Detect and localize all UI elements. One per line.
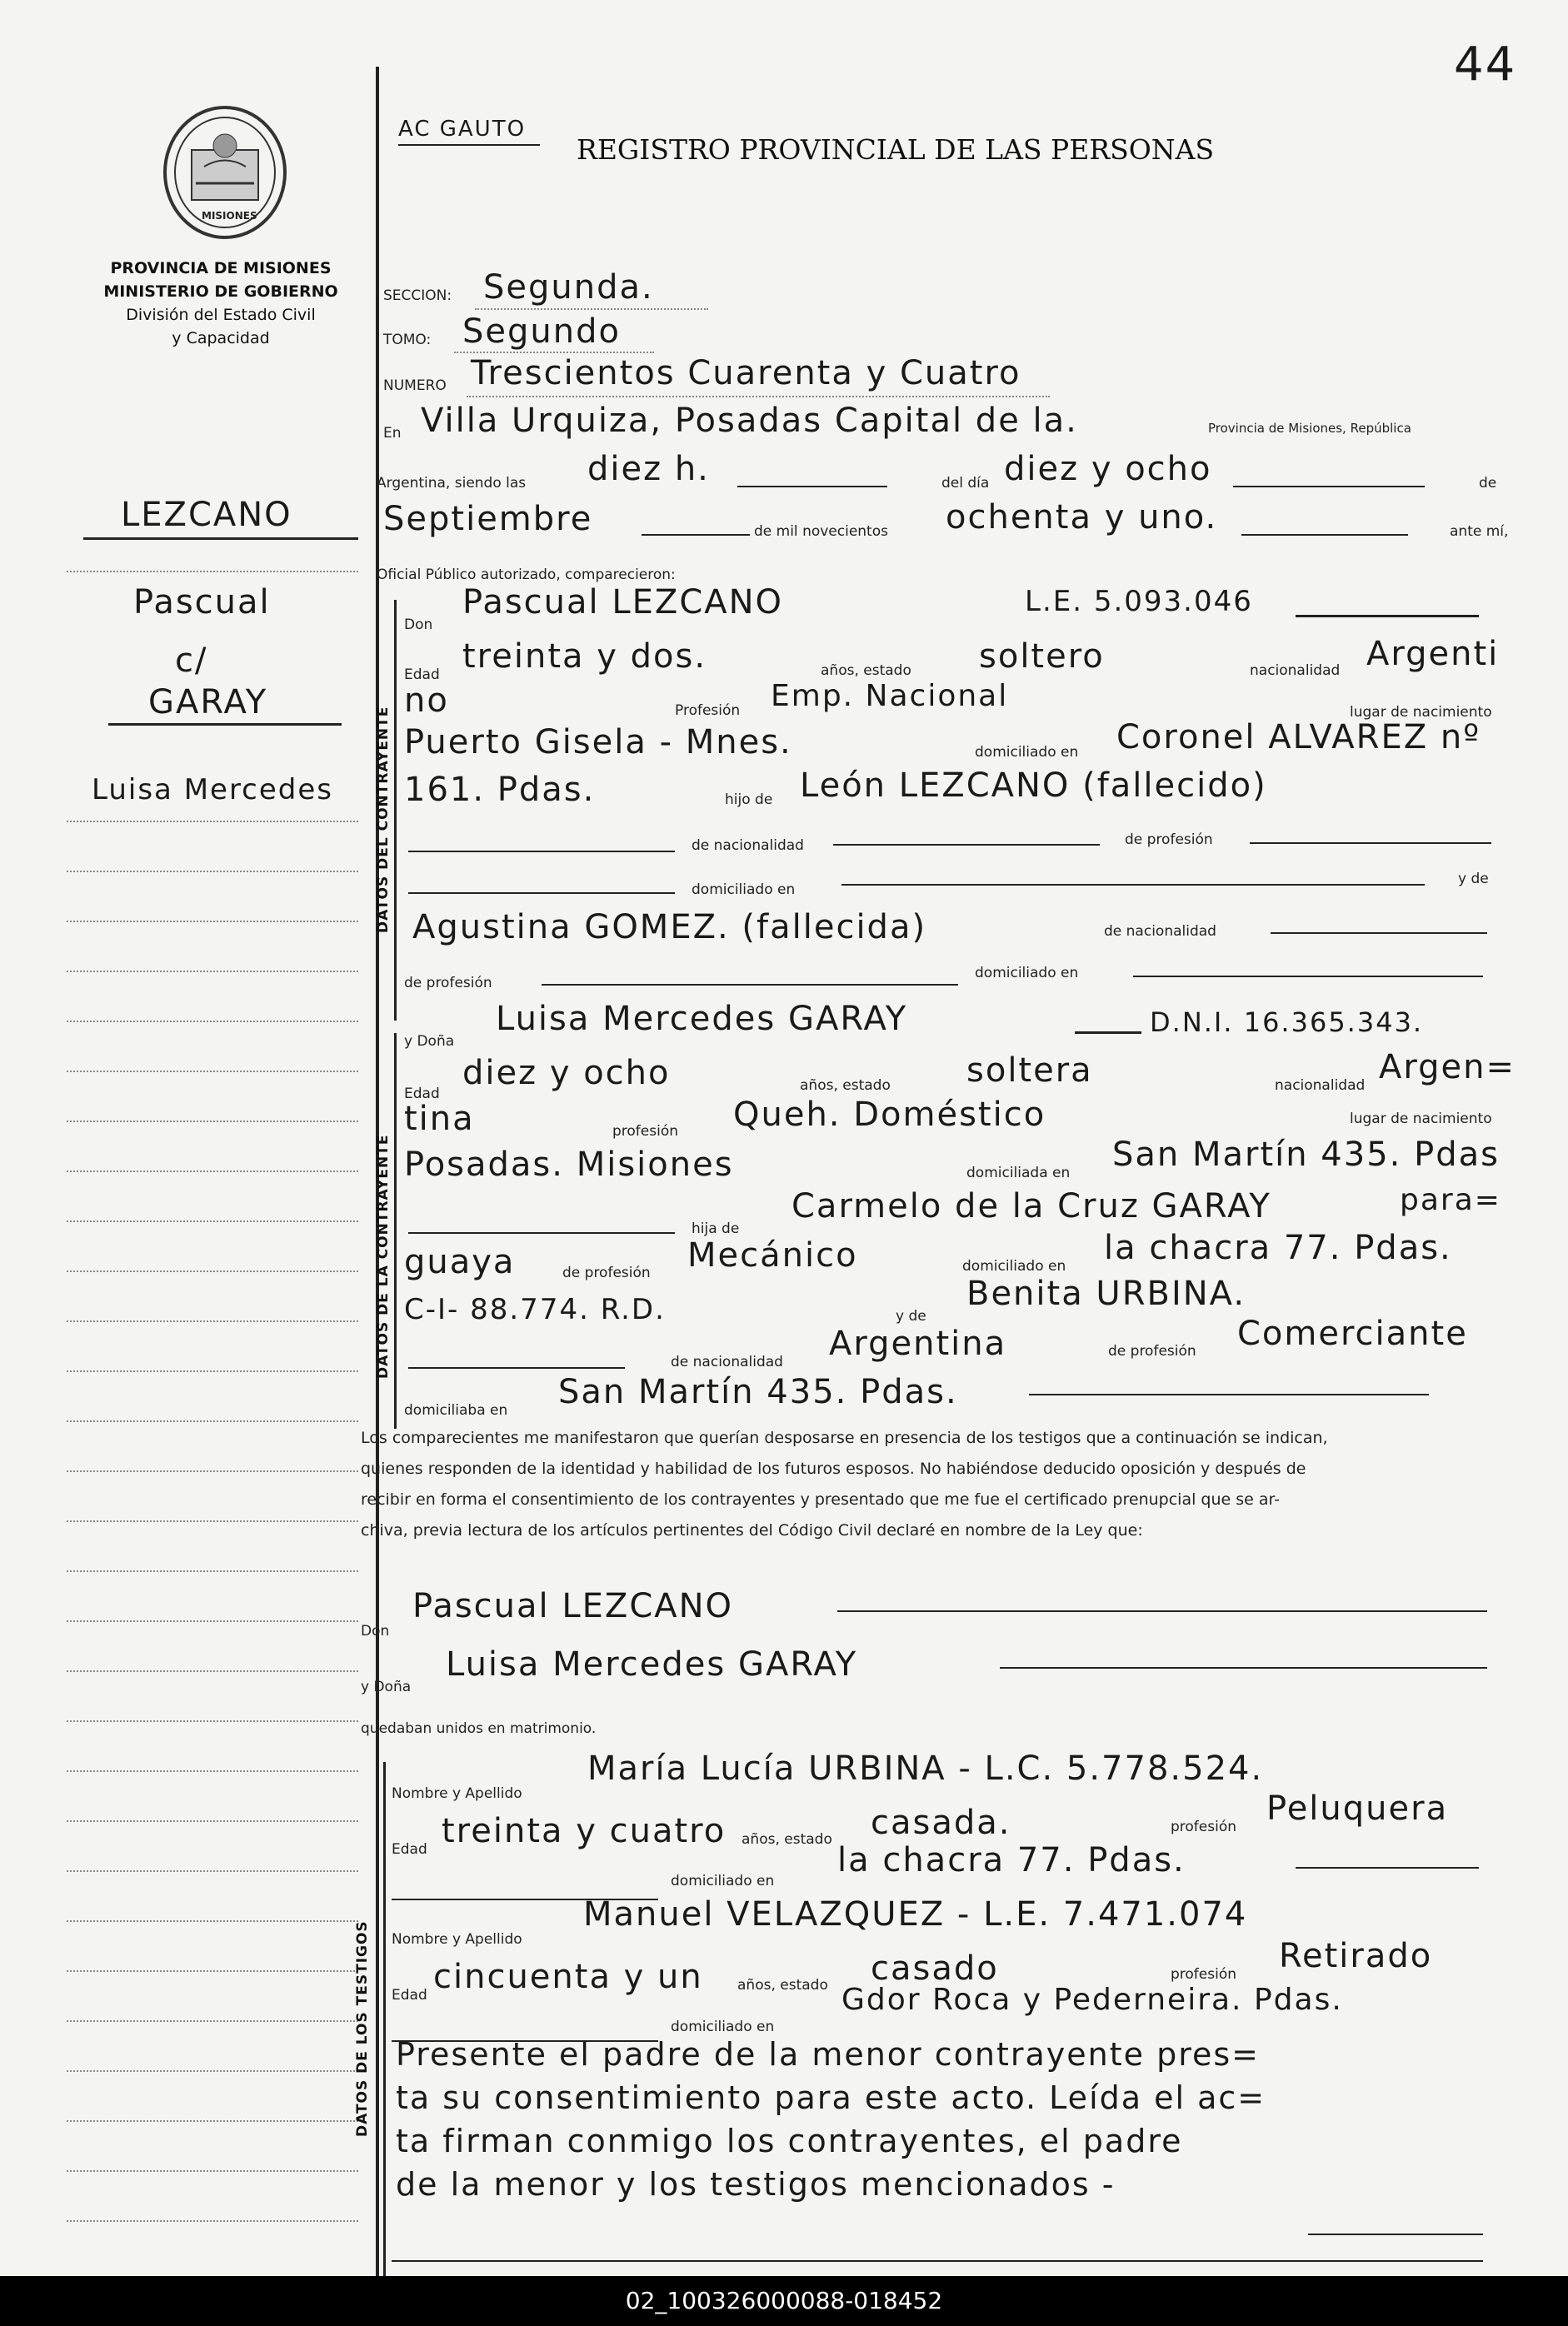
legal-text-line: recibir en forma el consentimiento de los contrayentes y presentado que me fue el certificado prenupcial que se ar- [361,1490,1280,1509]
witness-section-label: DATOS DE LOS TESTIGOS [354,1920,371,2137]
groom-age: treinta y dos. [462,637,707,676]
witness-1-prof: Peluquera [1266,1789,1449,1828]
witness-2-dom: Gdor Roca y Pederneira. Pdas. [841,1983,1343,2017]
groom-section-label: DATOS DEL CONTRAYENTE [375,706,392,933]
profesion-label: Profesión [675,702,741,719]
margin-connector: c/ [175,641,208,680]
bride-nac-1: Argen= [1379,1048,1516,1086]
margin-dotted-line [67,2120,358,2122]
anos-estado-label-4: años, estado [737,1977,828,1994]
lugar-value: Villa Urquiza, Posadas Capital de la. [421,402,1078,440]
closing-text-line: de la menor y los testigos mencionados - [396,2166,1116,2203]
edad-label-2: Edad [404,1086,440,1102]
y-dona-label: y Doña [404,1033,455,1050]
domiciliado-label-6: domiciliado en [671,2019,775,2035]
nombre-apellido-label-2: Nombre y Apellido [392,1931,522,1948]
margin-groom: Pascual [133,583,271,621]
hija-de-label: hija de [692,1220,740,1237]
don-label: Don [404,616,433,633]
margin-dotted-line [67,1820,358,1822]
margin-bride-surname-underline [108,723,342,726]
domiciliado-label-2: domiciliado en [692,881,796,898]
witness-1-dom: la chacra 77. Pdas. [837,1841,1186,1879]
fill-line [837,1610,1487,1612]
fill-line [1296,1866,1479,1869]
fill-line [542,983,958,986]
margin-dotted-line [67,821,358,822]
bride-name: Luisa Mercedes GARAY [496,1000,908,1038]
margin-dotted-line [67,971,358,972]
fill-line [1271,931,1487,934]
margin-dotted-line [67,2020,358,2022]
edad-label-4: Edad [392,1987,427,2004]
margin-dotted-line [67,1320,358,1322]
agency-line-2: MINISTERIO DE GOBIERNO [103,282,338,301]
don-final-value: Pascual LEZCANO [412,1587,734,1625]
fill-line [1029,1393,1429,1395]
bride-doc: D.N.I. 16.365.343. [1150,1006,1424,1038]
bride-father-doc: C-I- 88.774. R.D. [404,1293,666,1326]
lugar-nac-label-2: lugar de nacimiento [1350,1111,1492,1127]
numero-label: NUMERO [383,377,447,394]
witness-1-name: María Lucía URBINA - L.C. 5.778.524. [587,1749,1264,1788]
witness-2-prof: Retirado [1279,1937,1433,1975]
bride-mother: Benita URBINA. [966,1275,1246,1313]
bride-mother-nac: Argentina [829,1325,1007,1363]
anos-estado-label-3: años, estado [742,1831,832,1848]
tomo-label: TOMO: [383,332,432,348]
legal-text-line: quienes responden de la identidad y habilidad de los futuros esposos. No habiéndose deducido oposición y después de [361,1460,1306,1478]
margin-dotted-line [67,1870,358,1872]
hora-value: diez h. [587,450,710,488]
dona-final-value: Luisa Mercedes GARAY [446,1645,858,1684]
seccion-label: SECCION: [383,287,452,304]
del-dia-label: del día [941,475,990,492]
agency-block [87,257,354,350]
fill-line [475,308,708,310]
closing-text-line: Presente el padre de la menor contrayente pres= [396,2036,1261,2073]
closing-text [396,2033,1266,2206]
margin-dotted-line [67,1770,358,1772]
bride-age: diez y ocho [462,1054,671,1092]
anos-estado-label: años, estado [821,662,911,679]
stamp-underline [398,143,540,146]
margin-dotted-line [67,1021,358,1022]
fill-line [1296,615,1479,617]
groom-dom-2: 161. Pdas. [404,771,596,809]
margin-dotted-line [67,1520,358,1522]
provincia-label: Provincia de Misiones, República [1208,421,1411,436]
witness-2-estado: casado [871,1949,999,1988]
anio-value: ochenta y uno. [946,498,1218,537]
groom-doc: L.E. 5.093.046 [1025,585,1253,618]
fill-line [1075,1031,1141,1034]
stamp-note: AC GAUTO [398,117,527,142]
margin-dotted-line [67,1220,358,1222]
ante-mi-label: ante mí, [1450,523,1509,540]
profesion-label-2: profesión [612,1123,679,1140]
margin-dotted-line [67,1670,358,1672]
fill-line [1308,2233,1483,2235]
margin-dotted-line [67,1071,358,1072]
edad-label-3: Edad [392,1841,427,1858]
de-nacionalidad-label: de nacionalidad [692,837,804,854]
de-profesion-label-2: de profesión [404,975,492,991]
margin-dotted-line [67,1420,358,1422]
image-id-footer: 02_100326000088-018452 [0,2276,1568,2326]
margin-surname-underline [83,537,358,540]
fill-line [1133,975,1483,977]
bride-father: Carmelo de la Cruz GARAY [791,1187,1271,1225]
groom-prof: Emp. Nacional [771,679,1009,713]
margin-bride-name: Luisa Mercedes [92,773,334,806]
margin-dotted-line [67,1170,358,1172]
margin-dotted-line [67,1270,358,1272]
numero-value: Trescientos Cuarenta y Cuatro [471,354,1021,392]
margin-dotted-line [67,1920,358,1922]
fill-line [392,2259,1483,2262]
de-profesion-label-3: de profesión [562,1265,651,1281]
tomo-value: Segundo [462,312,621,351]
document-title: REGISTRO PROVINCIAL DE LAS PERSONAS [577,133,1215,166]
edad-label: Edad [404,666,440,683]
argentina-label: Argentina, siendo las [377,475,527,492]
margin-dotted-line [67,2070,358,2072]
legal-text-line: Los comparecientes me manifestaron que querían desposarse en presencia de los testigos que a continuación se indican, [361,1429,1328,1447]
fill-line [1233,485,1425,487]
bride-birth: Posadas. Misiones [404,1146,734,1184]
anos-estado-label-2: años, estado [800,1077,891,1094]
margin-dotted-line [67,1720,358,1722]
don-label-2: Don [361,1623,390,1640]
fill-line [642,533,750,536]
domiciliaba-label: domiciliaba en [404,1402,508,1419]
groom-nac-2: no [404,681,449,720]
domiciliada-label: domiciliada en [966,1165,1071,1181]
margin-dotted-line [67,871,358,872]
seccion-value: Segunda. [483,268,654,307]
bride-father-prof: Mecánico [687,1236,858,1275]
de-nacionalidad-label-2: de nacionalidad [1104,923,1216,940]
page-number: 44 [1454,37,1517,92]
fill-line [833,843,1100,846]
bride-father-nac-1: para= [1400,1183,1501,1217]
lugar-nac-label: lugar de nacimiento [1350,704,1492,721]
closing-text-line: ta firman conmigo los contrayentes, el padre [396,2123,1183,2159]
groom-section-rule [394,600,397,1021]
witness-1-age: treinta y cuatro [442,1812,727,1850]
de-nacionalidad-label-3: de nacionalidad [671,1354,783,1370]
seal-label: MISIONES [202,210,257,222]
bride-father-dom: la chacra 77. Pdas. [1104,1229,1452,1267]
margin-dotted-line [67,1620,358,1622]
fill-line [408,850,675,852]
de-mil-label: de mil novecientos [754,523,888,540]
margin-dotted-line [67,1570,358,1572]
nacionalidad-label: nacionalidad [1250,662,1341,679]
bride-father-nac-2: guaya [404,1243,516,1281]
fill-line [1241,533,1408,536]
mes-value: Septiembre [383,500,593,538]
witness-2-name: Manuel VELAZQUEZ - L.E. 7.471.074 [583,1895,1248,1934]
de-label: de [1479,475,1497,492]
y-de-label-2: y de [896,1308,926,1325]
fill-line [454,352,654,353]
dia-value: diez y ocho [1004,450,1212,488]
bride-prof: Queh. Doméstico [733,1096,1046,1134]
fill-line [1000,1666,1487,1669]
agency-line-3: División del Estado Civil [126,306,316,324]
margin-dotted-line [67,2220,358,2222]
y-dona-label-2: y Doña [361,1679,412,1695]
margin-surname: LEZCANO [121,496,292,534]
margin-dotted-line [67,1121,358,1122]
domiciliado-label-4: domiciliado en [962,1258,1066,1275]
margin-dotted-line [67,1970,358,1972]
groom-father: León LEZCANO (fallecido) [800,766,1267,805]
de-profesion-label: de profesión [1125,831,1213,848]
groom-estado: soltero [979,637,1105,676]
groom-nac-1: Argenti [1366,635,1500,673]
bride-section-rule [394,1033,397,1429]
agency-line-1: PROVINCIA DE MISIONES [110,259,332,277]
bride-estado: soltera [966,1051,1093,1090]
nombre-apellido-label: Nombre y Apellido [392,1785,522,1802]
groom-dom-1: Coronel ALVAREZ nº [1116,718,1481,756]
margin-bride-surname: GARAY [148,683,268,721]
nacionalidad-label-2: nacionalidad [1275,1077,1366,1094]
profesion-label-4: profesión [1171,1966,1237,1983]
margin-dotted-line [67,1470,358,1472]
groom-mother: Agustina GOMEZ. (fallecida) [412,908,927,946]
fill-line [467,396,1050,397]
margin-dotted-line [67,921,358,922]
y-de-label: y de [1458,871,1489,887]
groom-birth: Puerto Gisela - Mnes. [404,723,792,761]
bride-section-label: DATOS DE LA CONTRAYENTE [375,1134,392,1379]
margin-dotted-line [67,571,358,572]
legal-text [361,1423,1511,1546]
quedaban-label: quedaban unidos en matrimonio. [361,1720,597,1737]
closing-text-line: ta su consentimiento para este acto. Leída el ac= [396,2079,1266,2116]
fill-line [841,883,1425,886]
en-label: En [383,425,402,442]
witness-2-age: cincuenta y un [433,1958,703,1996]
bride-mother-prof: Comerciante [1237,1315,1468,1353]
witness-section-rule [383,1762,386,2276]
witness-1-estado: casada. [871,1804,1011,1842]
bride-mother-dom: San Martín 435. Pdas. [558,1373,958,1411]
bride-nac-2: tina [404,1100,475,1138]
legal-text-line: chiva, previa lectura de los artículos pertinentes del Código Civil declaré en nombre de la Ley que: [361,1521,1143,1540]
domiciliado-label: domiciliado en [975,744,1079,761]
fill-line [408,1366,625,1369]
fill-line [737,485,887,487]
domiciliado-label-5: domiciliado en [671,1873,775,1889]
bride-dom: San Martín 435. Pdas [1112,1136,1500,1174]
margin-dotted-line [67,1370,358,1372]
fill-line [408,891,675,894]
fill-line [408,1231,675,1234]
agency-line-4: y Capacidad [172,329,270,347]
de-profesion-label-4: de profesión [1108,1343,1196,1360]
groom-name: Pascual LEZCANO [462,583,784,621]
fill-line [1250,841,1491,844]
hijo-de-label: hijo de [725,791,773,808]
domiciliado-label-3: domiciliado en [975,965,1079,981]
profesion-label-3: profesión [1171,1819,1237,1835]
margin-dotted-line [67,2170,358,2172]
oficial-label: Oficial Público autorizado, comparecieron: [377,567,676,583]
